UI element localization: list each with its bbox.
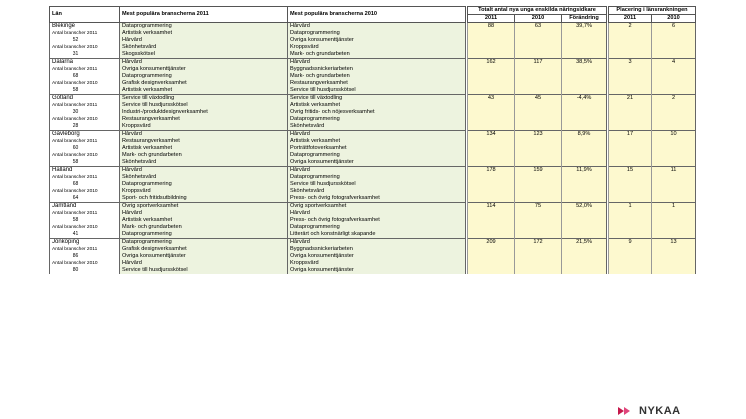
table-row bbox=[50, 131, 696, 139]
bransch-2011-cell: Dataprogrammering bbox=[120, 181, 288, 188]
total-2010-cell: 159 bbox=[515, 167, 562, 203]
bransch-2010-cell: Övriga konsumenttjänster bbox=[288, 37, 466, 44]
bransch-2011-cell: Service till växtodling bbox=[120, 95, 288, 103]
bransch-2010-cell: Service till växtodling bbox=[288, 95, 466, 103]
bransch-2011-cell: Kroppsvård bbox=[120, 123, 288, 131]
antal-2011-value: 52 bbox=[72, 37, 79, 43]
header-pop2011: Mest populära branscherna 2011 bbox=[120, 7, 288, 23]
bransch-2011-cell: Övrig sportverksamhet bbox=[120, 203, 288, 211]
logo-text: NYKAA bbox=[639, 405, 681, 417]
total-2011-cell: 209 bbox=[468, 239, 515, 275]
antal-2010-value: 31 bbox=[72, 51, 79, 57]
bransch-2011-cell: Hårvård bbox=[120, 210, 288, 217]
lan-cell bbox=[50, 145, 120, 152]
lan-cell bbox=[50, 23, 120, 31]
placering-2011-cell: 15 bbox=[609, 167, 652, 203]
bransch-2011-cell: Industri-/produktdesignverksamhet bbox=[120, 109, 288, 116]
forandring-cell: 38,5% bbox=[562, 59, 607, 95]
lan-cell bbox=[50, 267, 120, 274]
table-row bbox=[50, 23, 696, 31]
antal-2011-value: 68 bbox=[72, 181, 79, 187]
total-2010-cell: 172 bbox=[515, 239, 562, 275]
placering-2010-cell: 2 bbox=[652, 95, 696, 131]
forandring-cell: 21,5% bbox=[562, 239, 607, 275]
bransch-2010-cell: Övrig sportverksamhet bbox=[288, 203, 466, 211]
lan-cell bbox=[50, 116, 120, 123]
bransch-2010-cell: Restaurangverksamhet bbox=[288, 80, 466, 87]
lan-name: Gävleborg bbox=[52, 131, 80, 137]
bransch-2010-cell: Dataprogrammering bbox=[288, 152, 466, 159]
table-row bbox=[50, 95, 696, 103]
antal-2010-value: 58 bbox=[72, 159, 79, 165]
bransch-2010-cell: Service till husdjursskötsel bbox=[288, 181, 466, 188]
bransch-2011-cell: Grafisk designverksamhet bbox=[120, 80, 288, 87]
bransch-2011-cell: Skogsskötsel bbox=[120, 51, 288, 59]
lan-cell bbox=[50, 167, 120, 175]
lan-name: Jönköping bbox=[52, 239, 80, 245]
lan-cell bbox=[50, 203, 120, 211]
lan-name: Dalarna bbox=[52, 59, 74, 65]
lan-cell bbox=[50, 95, 120, 103]
bransch-2010-cell: Skönhetsvård bbox=[288, 188, 466, 195]
lan-cell bbox=[50, 138, 120, 145]
antal-2010-label: Antal branscher 2010 bbox=[52, 225, 98, 230]
lan-cell bbox=[50, 87, 120, 95]
bransch-2011-cell: Dataprogrammering bbox=[120, 73, 288, 80]
bransch-2010-cell: Service till husdjursskötsel bbox=[288, 87, 466, 95]
placering-2010-cell: 6 bbox=[652, 23, 696, 59]
bransch-2011-cell: Övriga konsumenttjänster bbox=[120, 253, 288, 260]
placering-2010-cell: 4 bbox=[652, 59, 696, 95]
bransch-2011-cell: Restaurangverksamhet bbox=[120, 116, 288, 123]
lan-cell bbox=[50, 217, 120, 224]
lan-cell bbox=[50, 246, 120, 253]
table-row bbox=[50, 59, 696, 67]
lan-cell bbox=[50, 181, 120, 188]
lan-cell bbox=[50, 231, 120, 239]
forandring-cell: 8,9% bbox=[562, 131, 607, 167]
industry-table bbox=[49, 6, 696, 274]
antal-2010-value: 28 bbox=[72, 123, 79, 129]
lan-cell bbox=[50, 44, 120, 51]
bransch-2010-cell: Hårvård bbox=[288, 131, 466, 139]
placering-2010-cell: 11 bbox=[652, 167, 696, 203]
antal-2010-value: 41 bbox=[72, 231, 79, 237]
placering-2011-cell: 1 bbox=[609, 203, 652, 239]
lan-cell bbox=[50, 260, 120, 267]
header-placering: Placering i länsrankningen bbox=[609, 7, 696, 15]
lan-name: Jämtland bbox=[52, 203, 77, 209]
placering-2011-cell: 9 bbox=[609, 239, 652, 275]
placering-2011-cell: 3 bbox=[609, 59, 652, 95]
antal-2011-value: 86 bbox=[72, 253, 79, 259]
lan-cell bbox=[50, 152, 120, 159]
placering-2011-cell: 17 bbox=[609, 131, 652, 167]
bransch-2011-cell: Restaurangverksamhet bbox=[120, 138, 288, 145]
antal-2010-label: Antal branscher 2010 bbox=[52, 261, 98, 266]
bransch-2011-cell: Hårvård bbox=[120, 260, 288, 267]
bransch-2011-cell: Skönhetsvård bbox=[120, 159, 288, 167]
total-2010-cell: 45 bbox=[515, 95, 562, 131]
header-2011: 2011 bbox=[468, 15, 515, 23]
bransch-2010-cell: Övriga konsumenttjänster bbox=[288, 159, 466, 167]
antal-2011-value: 30 bbox=[72, 109, 79, 115]
bransch-2011-cell: Grafisk designverksamhet bbox=[120, 246, 288, 253]
header-total: Totalt antal nya unga enskilda näringsidkare bbox=[468, 7, 607, 15]
lan-cell bbox=[50, 80, 120, 87]
bransch-2011-cell: Service till husdjursskötsel bbox=[120, 267, 288, 274]
total-2010-cell: 117 bbox=[515, 59, 562, 95]
header-pop2010: Mest populära branscherna 2010 bbox=[288, 7, 466, 23]
bransch-2011-cell: Mark- och grundarbeten bbox=[120, 224, 288, 231]
lan-cell bbox=[50, 37, 120, 44]
antal-2011-value: 68 bbox=[72, 73, 79, 79]
bransch-2010-cell: Byggnadssnickeriarbeten bbox=[288, 246, 466, 253]
lan-name: Gotland bbox=[52, 95, 74, 101]
bransch-2010-cell: Byggnadssnickeriarbeten bbox=[288, 66, 466, 73]
lan-cell bbox=[50, 174, 120, 181]
bransch-2011-cell: Hårvård bbox=[120, 167, 288, 175]
placering-2011-cell: 2 bbox=[609, 23, 652, 59]
bransch-2010-cell: Porträttfotoverksamhet bbox=[288, 145, 466, 152]
bransch-2010-cell: Hårvård bbox=[288, 167, 466, 175]
bransch-2010-cell: Dataprogrammering bbox=[288, 30, 466, 37]
spreadsheet bbox=[49, 6, 695, 274]
bransch-2011-cell: Dataprogrammering bbox=[120, 23, 288, 31]
lan-cell bbox=[50, 159, 120, 167]
bransch-2011-cell: Skönhetsvård bbox=[120, 44, 288, 51]
lan-cell bbox=[50, 51, 120, 59]
antal-2011-label: Antal branscher 2011 bbox=[52, 211, 98, 216]
bransch-2010-cell: Litterärt och konstnärligt skapande bbox=[288, 231, 466, 239]
antal-2010-value: 64 bbox=[72, 195, 79, 201]
forandring-cell: 39,7% bbox=[562, 23, 607, 59]
antal-2011-label: Antal branscher 2011 bbox=[52, 139, 98, 144]
table-body bbox=[50, 23, 696, 275]
lan-cell bbox=[50, 109, 120, 116]
antal-2010-label: Antal branscher 2010 bbox=[52, 45, 98, 50]
placering-2010-cell: 13 bbox=[652, 239, 696, 275]
bransch-2011-cell: Service till husdjursskötsel bbox=[120, 102, 288, 109]
lan-cell bbox=[50, 253, 120, 260]
bransch-2011-cell: Hårvård bbox=[120, 59, 288, 67]
lan-cell bbox=[50, 224, 120, 231]
header-2010: 2010 bbox=[515, 15, 562, 23]
bransch-2010-cell: Mark- och grundarbeten bbox=[288, 51, 466, 59]
antal-2010-label: Antal branscher 2010 bbox=[52, 189, 98, 194]
lan-cell bbox=[50, 123, 120, 131]
antal-2011-label: Antal branscher 2011 bbox=[52, 31, 98, 36]
lan-name: Blekinge bbox=[52, 23, 76, 29]
bransch-2011-cell: Övriga konsumenttjänster bbox=[120, 66, 288, 73]
bransch-2011-cell: Dataprogrammering bbox=[120, 239, 288, 247]
bransch-2011-cell: Skönhetsvård bbox=[120, 174, 288, 181]
bransch-2010-cell: Hårvård bbox=[288, 59, 466, 67]
lan-cell bbox=[50, 102, 120, 109]
lan-cell bbox=[50, 195, 120, 203]
antal-2011-value: 58 bbox=[72, 217, 79, 223]
bransch-2011-cell: Mark- och grundarbeten bbox=[120, 152, 288, 159]
bransch-2010-cell: Hårvård bbox=[288, 23, 466, 31]
antal-2011-label: Antal branscher 2011 bbox=[52, 67, 98, 72]
lan-cell bbox=[50, 73, 120, 80]
lan-cell bbox=[50, 131, 120, 139]
placering-2010-cell: 10 bbox=[652, 131, 696, 167]
antal-2010-label: Antal branscher 2010 bbox=[52, 81, 98, 86]
bransch-2011-cell: Hårvård bbox=[120, 37, 288, 44]
placering-2010-cell: 1 bbox=[652, 203, 696, 239]
header-placering-2011: 2011 bbox=[609, 15, 652, 23]
forandring-cell: 52,0% bbox=[562, 203, 607, 239]
bransch-2011-cell: Sport- och fritidsutbildning bbox=[120, 195, 288, 203]
bransch-2010-cell: Press- och övrig fotografverksamhet bbox=[288, 217, 466, 224]
antal-2010-label: Antal branscher 2010 bbox=[52, 153, 98, 158]
bransch-2010-cell: Dataprogrammering bbox=[288, 224, 466, 231]
bransch-2011-cell: Artistisk verksamhet bbox=[120, 217, 288, 224]
bransch-2011-cell: Artistisk verksamhet bbox=[120, 87, 288, 95]
bransch-2010-cell: Kroppsvård bbox=[288, 260, 466, 267]
antal-2011-label: Antal branscher 2011 bbox=[52, 247, 98, 252]
header-placering-2010: 2010 bbox=[652, 15, 696, 23]
bransch-2011-cell: Kroppsvård bbox=[120, 188, 288, 195]
total-2011-cell: 162 bbox=[468, 59, 515, 95]
bransch-2010-cell: Övrig fritids- och nöjesverksamhet bbox=[288, 109, 466, 116]
antal-2010-value: 58 bbox=[72, 87, 79, 93]
total-2011-cell: 178 bbox=[468, 167, 515, 203]
bransch-2011-cell: Hårvård bbox=[120, 131, 288, 139]
bransch-2010-cell: Kroppsvård bbox=[288, 44, 466, 51]
bransch-2010-cell: Hårvård bbox=[288, 239, 466, 247]
lan-cell bbox=[50, 188, 120, 195]
forandring-cell: 11,9% bbox=[562, 167, 607, 203]
antal-2011-value: 60 bbox=[72, 145, 79, 151]
bransch-2010-cell: Övriga konsumenttjänster bbox=[288, 253, 466, 260]
bransch-2011-cell: Artistisk verksamhet bbox=[120, 30, 288, 37]
table-row bbox=[50, 239, 696, 247]
header-forandring: Förändring bbox=[562, 15, 607, 23]
bransch-2010-cell: Dataprogrammering bbox=[288, 116, 466, 123]
antal-2011-label: Antal branscher 2011 bbox=[52, 103, 98, 108]
table-row bbox=[50, 167, 696, 175]
bransch-2010-cell: Artistisk verksamhet bbox=[288, 138, 466, 145]
bransch-2010-cell: Skönhetsvård bbox=[288, 123, 466, 131]
total-2011-cell: 134 bbox=[468, 131, 515, 167]
forandring-cell: -4,4% bbox=[562, 95, 607, 131]
lan-name: Halland bbox=[52, 167, 73, 173]
antal-2011-label: Antal branscher 2011 bbox=[52, 175, 98, 180]
bransch-2010-cell: Dataprogrammering bbox=[288, 174, 466, 181]
antal-2010-label: Antal branscher 2010 bbox=[52, 117, 98, 122]
logo-mark-icon bbox=[618, 407, 636, 415]
lan-cell bbox=[50, 66, 120, 73]
bransch-2011-cell: Artistisk verksamhet bbox=[120, 145, 288, 152]
total-2010-cell: 63 bbox=[515, 23, 562, 59]
bransch-2010-cell: Press- och övrig fotografverksamhet bbox=[288, 195, 466, 203]
lan-cell bbox=[50, 239, 120, 247]
header-lan: Län bbox=[50, 7, 120, 23]
table-row bbox=[50, 203, 696, 211]
antal-2010-value: 80 bbox=[72, 267, 79, 273]
logo bbox=[618, 404, 681, 418]
bransch-2010-cell: Hårvård bbox=[288, 210, 466, 217]
total-2010-cell: 123 bbox=[515, 131, 562, 167]
lan-cell bbox=[50, 210, 120, 217]
total-2011-cell: 114 bbox=[468, 203, 515, 239]
total-2011-cell: 43 bbox=[468, 95, 515, 131]
bransch-2010-cell: Övriga konsumenttjänster bbox=[288, 267, 466, 274]
total-2010-cell: 75 bbox=[515, 203, 562, 239]
lan-cell bbox=[50, 30, 120, 37]
bransch-2010-cell: Mark- och grundarbeten bbox=[288, 73, 466, 80]
total-2011-cell: 88 bbox=[468, 23, 515, 59]
bransch-2010-cell: Artistisk verksamhet bbox=[288, 102, 466, 109]
placering-2011-cell: 21 bbox=[609, 95, 652, 131]
lan-cell bbox=[50, 59, 120, 67]
bransch-2011-cell: Dataprogrammering bbox=[120, 231, 288, 239]
